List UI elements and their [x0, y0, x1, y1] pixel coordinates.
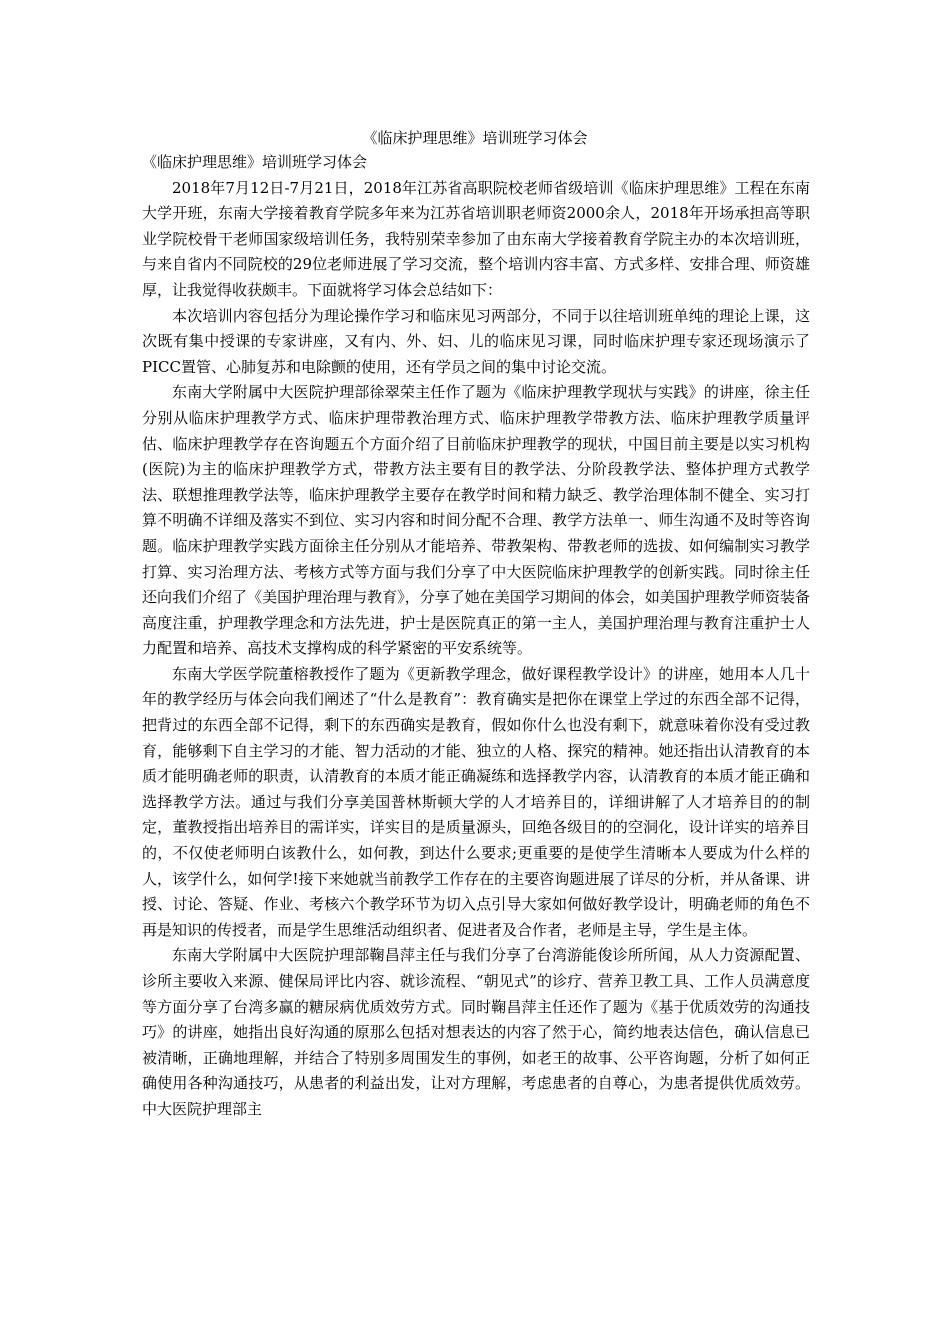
document-body: [142, 150, 810, 1123]
paragraph-training-content: 本次培训内容包括分为理论操作学习和临床见习两部分，不同于以往培训班单纯的理论上课，这次既有集中授课的专家讲座，又有内、外、妇、儿的临床见习课，同时临床护理专家还现场演示了PICC置管、心肺复苏和电除颤的使用，还有学员之间的集中讨论交流。: [142, 306, 810, 376]
document-title: 《临床护理思维》培训班学习体会: [362, 129, 588, 147]
paragraph-dong-lecture: 东南大学医学院董榕教授作了题为《更新教学理念，做好课程教学设计》的讲座，她用本人几十年的教学经历与体会向我们阐述了“什么是教育”：教育确实是把你在课堂上学过的东西全部不记得，把背过的东西全部不记得，剩下的东西确实是教育，假如你什么也没有剩下，就意味着你没有受过教育，能够剩下自主学习的才能、智力活动的才能、独立的人格、探究的精神。她还指出认清教育的本质才能明确老师的职责，认清教育的本质才能正确凝练和选择教学内容，认清教育的本质才能正确和选择教学方法。通过与我们分享美国普林斯顿大学的人才培养目的，详细讲解了人才培养目的的制定，董教授指出培养目的需详实，详实目的是质量源头，回绝各级目的的空洞化，设计详实的培养目的，不仅使老师明白该教什么，如何教，到达什么要求;更重要的是使学生清晰本人要成为什么样的人，该学什么，如何学!接下来她就当前教学工作存在的主要咨询题进展了详尽的分析，并从备课、讲授、讨论、答疑、作业、考核六个教学环节为切入点引导大家如何做好教学设计，明确老师的角色不再是知识的传授者，而是学生思维活动组织者、促进者及合作者，老师是主导，学生是主体。: [142, 664, 810, 939]
paragraph-xu-lecture: 东南大学附属中大医院护理部徐翠荣主任作了题为《临床护理教学现状与实践》的讲座，徐主任分别从临床护理教学方式、临床护理带教治理方式、临床护理教学带教方法、临床护理教学质量评估、临床护理教学存在咨询题五个方面介绍了目前临床护理教学的现状，中国目前主要是以实习机构(医院)为主的临床护理教学方式，带教方法主要有目的教学法、分阶段教学法、整体护理方式教学法、联想推理教学法等，临床护理教学主要存在教学时间和精力缺乏、教学治理体制不健全、实习打算不明确不详细及落实不到位、实习内容和时间分配不合理、教学方法单一、师生沟通不及时等咨询题。临床护理教学实践方面徐主任分别从才能培养、带教架构、带教老师的选拔、如何编制实习教学打算、实习治理方法、考核方式等方面与我们分享了中大医院临床护理教学的创新实践。同时徐主任还向我们介绍了《美国护理治理与教育》，分享了她在美国学习期间的体会，如美国护理教学师资装备高度注重，护理教学理念和方法先进，护士是医院真正的第一主人，美国护理治理与教育注重护士人力配置和培养、高技术支撑构成的科学紧密的平安系统等。: [142, 383, 810, 658]
paragraph-intro: 2018年7月12日-7月21日，2018年江苏省高职院校老师省级培训《临床护理思维》工程在东南大学开班，东南大学接着教育学院多年来为江苏省培训职老师资2000余人，2018年开场承担高等职业学院校骨干老师国家级培训任务，我特别荣幸参加了由东南大学接着教育学院主办的本次培训班，与来自省内不同院校的29位老师进展了学习交流，整个培训内容丰富、方式多样、安排合理、师资雄厚，让我觉得收获颇丰。下面就将学习体会总结如下：: [142, 178, 810, 299]
paragraph-ju-lecture: 东南大学附属中大医院护理部鞠昌萍主任与我们分享了台湾游能俊诊所所闻，从人力资源配置、诊所主要收入来源、健保局评比内容、就诊流程、“朝见式”的诊疗、营养卫教工具、工作人员满意度等方面分享了台湾多赢的糖尿病优质效劳方式。同时鞠昌萍主任还作了题为《基于优质效劳的沟通技巧》的讲座，她指出良好沟通的原那么包括对想表达的内容了然于心，简约地表达信色，确认信息已被清晰，正确地理解，并结合了特别多周围发生的事例，如老王的故事、公平咨询题，分析了如何正确使用各种沟通技巧，从患者的利益出发，让对方理解，考虑患者的自尊心，为患者提供优质效劳。中大医院护理部主: [142, 946, 810, 1118]
document-subtitle: 《临床护理思维》培训班学习体会: [142, 153, 368, 171]
